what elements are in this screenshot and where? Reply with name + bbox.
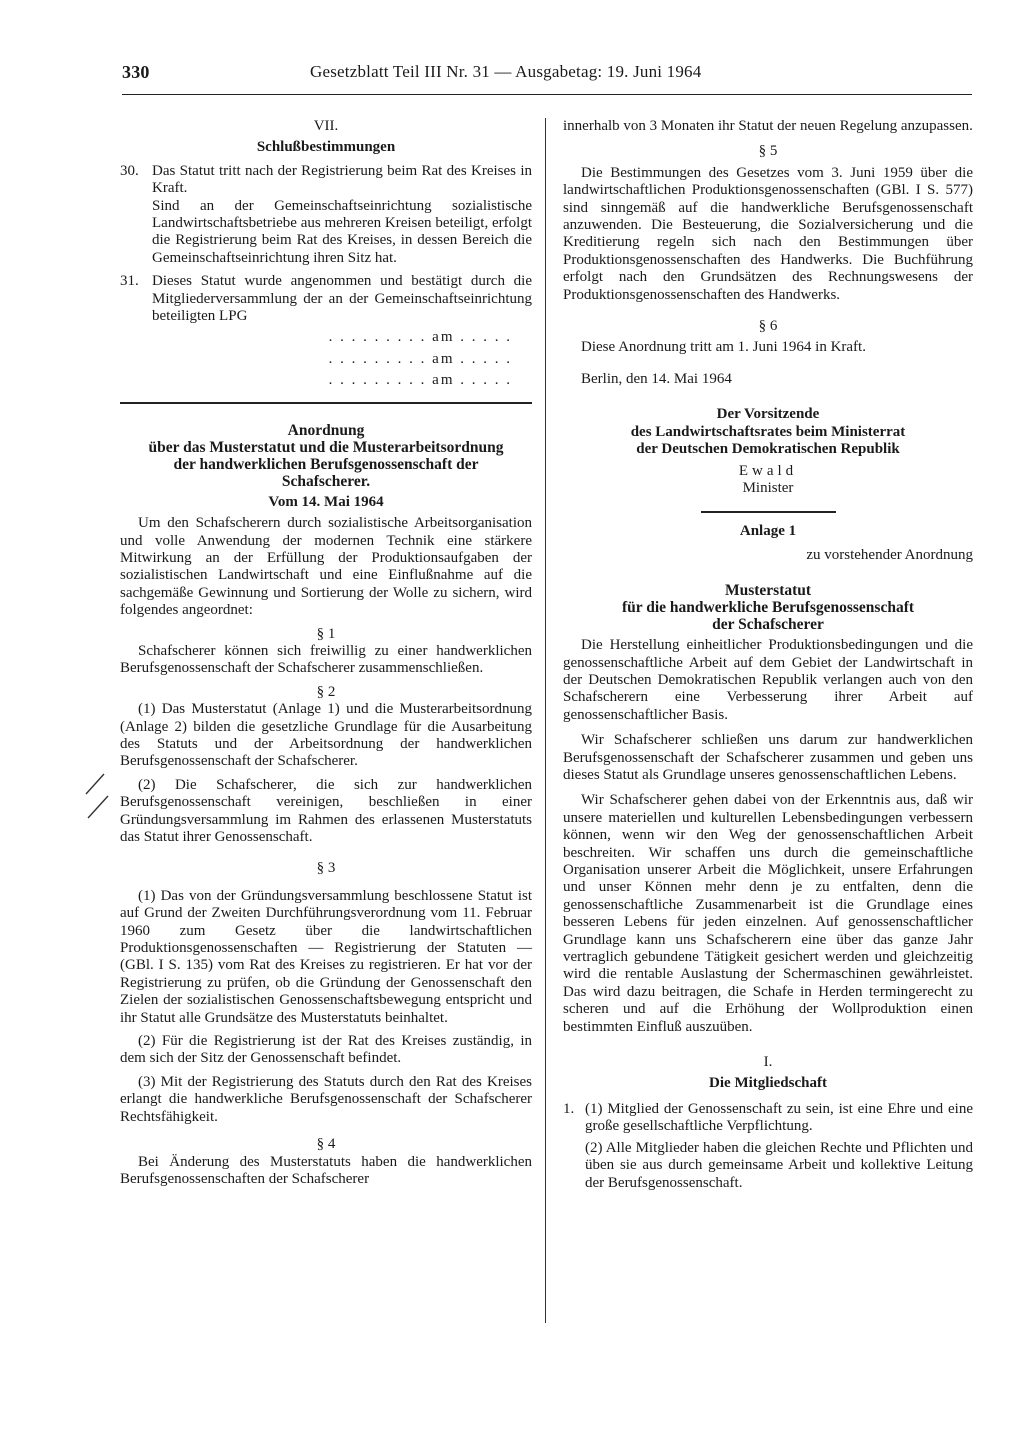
statute-item-1 bbox=[563, 1101, 973, 1192]
anordnung-title bbox=[120, 422, 532, 490]
signatory-line-1: Der Vorsitzende bbox=[716, 406, 820, 423]
anordnung-title-line-4: Schafscherer. bbox=[281, 472, 371, 490]
paragraph-2-text-2: (2) Die Schafscherer, die sich zur handwerklichen Berufsgenossenschaft vereinigen, beschließen in einer Gründungsversammlung im Rahmen des erlassenen Musterstatuts das Statut ihrer Genossenschaft. bbox=[120, 776, 532, 845]
paragraph-1-text: Schafscherer können sich freiwillig zu einer handwerklichen Berufsgenossenschaft der Schafscherer zusammenschließen. bbox=[120, 642, 532, 677]
musterstatut-preamble-1: Die Herstellung einheitlicher Produktionsbedingungen und die genossenschaftliche Arbeit auf dem Gebiet der Landwirtschaft in der Deutschen Demokratischen Republik verlangen auch von den Schafscherern eine Verbesserung ihrer Arbeit auf genossenschaftlicher Basis. bbox=[563, 637, 973, 723]
column-divider bbox=[545, 118, 546, 1323]
paragraph-3-text-1: (1) Das von der Gründungsversammlung beschlossene Statut ist auf Grund der Zweiten Durchführungsverordnung vom 11. Februar 1960 zum Gesetz über die landwirtschaftlichen Produktionsgenossenschaften — Registrierung der Statuten — (GBl. I S. 135) vom Rat des Kreises zu registrieren. Er hat vor der Registrierung zu prüfen, ob die Gründung der Genossenschaft den Zielen der sozialistischen Genossenschaftsbewegung entspricht und ihr Statut alle Grundsätze des Musterstatuts beinhaltet. bbox=[120, 887, 532, 1026]
anordnung-title-line-1: Anordnung bbox=[287, 421, 365, 439]
signatory-line-2: des Landwirtschaftsrates beim Ministerrat bbox=[630, 423, 906, 440]
signature-dotline-2: . . . . . . . . . am . . . . . bbox=[328, 350, 512, 367]
musterstatut-title bbox=[563, 582, 973, 633]
paragraph-4-text: Bei Änderung des Musterstatuts haben die handwerklichen Berufsgenossenschaften der Schafscherer bbox=[120, 1153, 532, 1187]
item-30 bbox=[120, 163, 532, 267]
signatory-line-3: der Deutschen Demokratischen Republik bbox=[636, 441, 900, 458]
page-header bbox=[122, 62, 972, 92]
paragraph-3-heading: § 3 bbox=[316, 860, 336, 877]
anordnung-preamble: Um den Schafscherern durch sozialistische Arbeitsorganisation und volle Anwendung der modernen Technik eine stärkere Mitwirkung an der Erfüllung der Produktionsaufgaben der sozialistischen Landwirtschaft und eine Einflußnahme auf die sachgemäße Gewinnung und Sortierung der Wolle zu sichern, wird folgendes angeordnet: bbox=[120, 515, 532, 619]
statute-item-1-text-1: (1) Mitglied der Genossenschaft zu sein, ist eine Ehre und eine große gesellschaftliche Verpflichtung. bbox=[585, 1100, 973, 1135]
paragraph-6-text: Diese Anordnung tritt am 1. Juni 1964 in Kraft. bbox=[581, 339, 866, 356]
signature-divider bbox=[701, 511, 836, 513]
paragraph-6-heading: § 6 bbox=[758, 318, 778, 335]
item-number: 30. bbox=[120, 162, 139, 179]
musterstatut-title-line-1: Musterstatut bbox=[724, 582, 812, 600]
item-31-text: Dieses Statut wurde angenommen und bestätigt durch die Mitgliederversammlung der an der Gemeinschaftseinrichtung beteiligten LPG bbox=[152, 273, 532, 325]
right-column bbox=[563, 118, 973, 1192]
header-divider bbox=[122, 94, 972, 95]
gazette-title: Gesetzblatt Teil III Nr. 31 — Ausgabetag: 19. Juni 1964 bbox=[310, 62, 702, 81]
section-heading-mitgliedschaft: Die Mitgliedschaft bbox=[709, 1075, 827, 1092]
annex-subtitle: zu vorstehender Anordnung bbox=[806, 546, 973, 563]
signature-dotline-3: . . . . . . . . . am . . . . . bbox=[328, 372, 512, 389]
signatory-title bbox=[563, 406, 973, 458]
place-and-date: Berlin, den 14. Mai 1964 bbox=[581, 370, 732, 387]
annex-label: Anlage 1 bbox=[739, 523, 797, 540]
anordnung-title-line-3: der handwerklichen Berufsgenossenschaft der bbox=[173, 455, 479, 473]
paragraph-3-text-3: (3) Mit der Registrierung des Statuts durch den Rat des Kreises erlangt die handwerkliche Berufsgenossenschaft der Schafscherer Rechtsfähigkeit. bbox=[120, 1073, 532, 1125]
paragraph-5-heading: § 5 bbox=[758, 143, 778, 160]
section-heading-schlussbestimmungen: Schlußbestimmungen bbox=[256, 139, 396, 156]
musterstatut-preamble-3: Wir Schafscherer gehen dabei von der Erkenntnis aus, daß wir unsere materiellen und kulturellen Lebensbedingungen verbessern können, wenn wir den Weg der genossenschaftlichen Arbeit beschreiten. Wir schaffen uns durch die gemeinschaftliche Organisation unserer Arbeit die Möglichkeit, unsere Erfahrungen und unser Können mehr denn je zu entfalten, denn die genossenschaftliche Zusammenarbeit ist die Grundlage eines besseren Lebens für jeden einzelnen. Auf genossenschaftlicher Grundlage kann uns Schafscherern eine über das ganze Jahr vertraglich gebundene Tätigkeit gesichert werden und gleichzeitig wird die rentable Auslastung der Schermaschinen gewährleistet. Das wird dazu beitragen, die Schafe in Herden termingerecht zu scheren und auf die Erhöhung der Wollproduktion einen bestimmten Einfluß auszuüben. bbox=[563, 792, 973, 1035]
item-number: 1. bbox=[563, 1100, 575, 1117]
item-31 bbox=[120, 273, 532, 325]
left-column bbox=[120, 118, 532, 1188]
section-roman-vii: VII. bbox=[313, 118, 339, 134]
section-roman-i: I. bbox=[763, 1054, 773, 1071]
paragraph-2-heading: § 2 bbox=[316, 683, 336, 700]
anordnung-date: Vom 14. Mai 1964 bbox=[268, 493, 384, 510]
signatory-name: Ewald bbox=[738, 462, 798, 479]
signatory-role: Minister bbox=[742, 479, 794, 496]
anordnung-title-line-2: über das Musterstatut und die Musterarbeitsordnung bbox=[148, 438, 504, 456]
paragraph-5-text: Die Bestimmungen des Gesetzes vom 3. Juni 1959 über die landwirtschaftlichen Produktionsgenossenschaften (GBl. I S. 577) sind sinngemäß auf die handwerkliche Berufsgenossenschaft anzuwenden. Die Besteuerung, die Sozialversicherung und die Kreditierung regeln sich nach den Bestimmungen über Produktionsgenossenschaften des Handwerks. Die Buchführung erfolgt nach den Grundsätzen des Rechnungswesens der Produktionsgenossenschaften des Handwerks. bbox=[563, 164, 973, 303]
musterstatut-title-line-2: für die handwerkliche Berufsgenossenschaft bbox=[621, 599, 915, 617]
section-divider bbox=[120, 402, 532, 404]
signature-dotline-1: . . . . . . . . . am . . . . . bbox=[328, 329, 512, 346]
paragraph-4-continuation: innerhalb von 3 Monaten ihr Statut der neuen Regelung anzupassen. bbox=[563, 118, 973, 134]
page-number: 330 bbox=[122, 62, 150, 82]
paragraph-1-heading: § 1 bbox=[316, 625, 336, 642]
handwritten-margin-marks bbox=[82, 772, 116, 822]
musterstatut-title-line-3: der Schafscherer bbox=[712, 616, 824, 634]
item-30-text: Das Statut tritt nach der Registrierung beim Rat des Kreises in Kraft. bbox=[152, 162, 532, 197]
musterstatut-preamble-2: Wir Schafscherer schließen uns darum zur handwerklichen Berufsgenossenschaft der Schafscherer zusammen und geben uns dieses Statut als Grundlage unseres genossenschaftlichen Lebens. bbox=[563, 732, 973, 783]
item-number: 31. bbox=[120, 273, 139, 290]
paragraph-4-heading: § 4 bbox=[316, 1136, 336, 1153]
paragraph-2-text-1: (1) Das Musterstatut (Anlage 1) und die Musterarbeitsordnung (Anlage 2) bilden die gesetzliche Grundlage für die Ausarbeitung des Statuts und der Arbeitsordnung der handwerklichen Berufsgenossenschaft der Schafscherer. bbox=[120, 701, 532, 770]
statute-item-1-text-2: (2) Alle Mitglieder haben die gleichen Rechte und Pflichten und üben sie aus durch gemeinsame Arbeit und kollektive Leitung der Berufsgenossenschaft. bbox=[585, 1139, 973, 1191]
item-30-text-2: Sind an der Gemeinschaftseinrichtung sozialistische Landwirtschaftsbetriebe aus mehreren Kreisen beteiligt, erfolgt die Registrierung beim Rat des Kreises, in dessen Bereich die Gemeinschaftseinrichtung ihren Sitz hat. bbox=[152, 197, 532, 266]
paragraph-3-text-2: (2) Für die Registrierung ist der Rat des Kreises zuständig, in dem sich der Sitz der Genossenschaft befindet. bbox=[120, 1033, 532, 1067]
